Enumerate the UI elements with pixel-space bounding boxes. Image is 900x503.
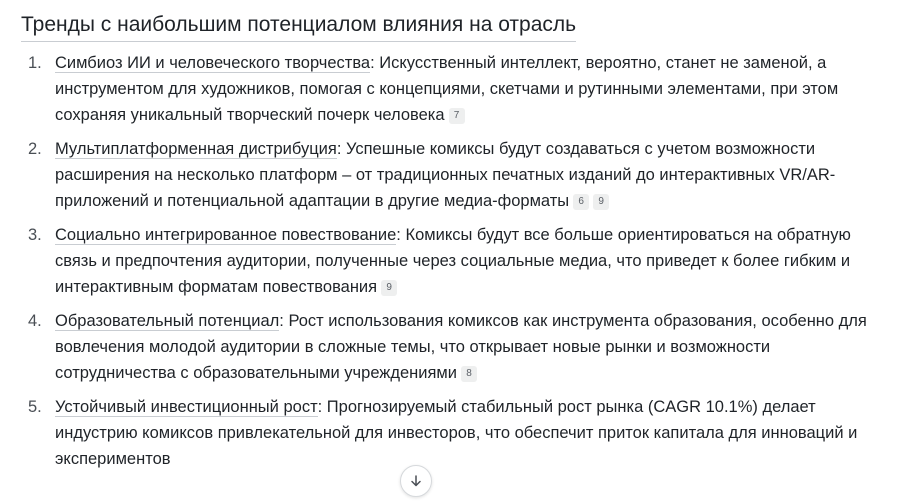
citation-badge[interactable]: 9 [381, 280, 397, 296]
item-text: : Прогнозируемый стабильный рост рынка (CAGR 10.1%) делает индустрию комиксов привлекательной для инвесторов, что обеспечит приток капитала для инноваций и экспериментов [55, 398, 858, 468]
citation-badge[interactable]: 8 [461, 366, 477, 382]
citation-badge[interactable]: 9 [593, 194, 609, 210]
term-link[interactable]: Социально интегрированное повествование [55, 226, 397, 244]
item-text: : Успешные комиксы будут создаваться с учетом возможности расширения на несколько платформ – от традиционных печатных изданий до интерактивных VR/AR-приложений и потенциальной адаптации в другие медиа-форматы [55, 140, 836, 210]
list-item [21, 308, 881, 386]
item-number: 5. [28, 398, 42, 416]
answer-content [21, 10, 881, 480]
item-number: 2. [28, 140, 42, 158]
section-heading: Тренды с наибольшим потенциалом влияния на отрасль [21, 10, 576, 42]
term-link[interactable]: Симбиоз ИИ и человеческого творчества [55, 54, 371, 72]
item-text: : Рост использования комиксов как инструмента образования, особенно для вовлечения молодой аудитории в сложные темы, что открывает новые рынки и возможности сотрудничества с образовательными учреждениями [55, 312, 867, 382]
item-text: : Искусственный интеллект, вероятно, станет не заменой, а инструментом для художников, помогая с концепциями, скетчами и рутинными элементами, при этом сохраняя уникальный творческий почерк человека [55, 54, 839, 124]
list-item [21, 136, 881, 214]
term-link[interactable]: Мультиплатформенная дистрибуция [55, 140, 337, 158]
item-number: 4. [28, 312, 42, 330]
list-item [21, 222, 881, 300]
citation-badge[interactable]: 6 [573, 194, 589, 210]
scroll-down-button[interactable] [400, 465, 432, 497]
item-number: 3. [28, 226, 42, 244]
item-text: : Комиксы будут все больше ориентироваться на обратную связь и предпочтения аудитории, полученные через социальные медиа, что приведет к более гибким и интерактивным форматам повествования [55, 226, 851, 296]
list-item [21, 50, 881, 128]
citation-badge[interactable]: 7 [449, 108, 465, 124]
arrow-down-icon [409, 474, 423, 488]
trends-list [21, 50, 881, 472]
term-link[interactable]: Устойчивый инвестиционный рост [55, 398, 318, 416]
list-item [21, 394, 881, 472]
term-link[interactable]: Образовательный потенциал [55, 312, 280, 330]
item-number: 1. [28, 54, 42, 72]
